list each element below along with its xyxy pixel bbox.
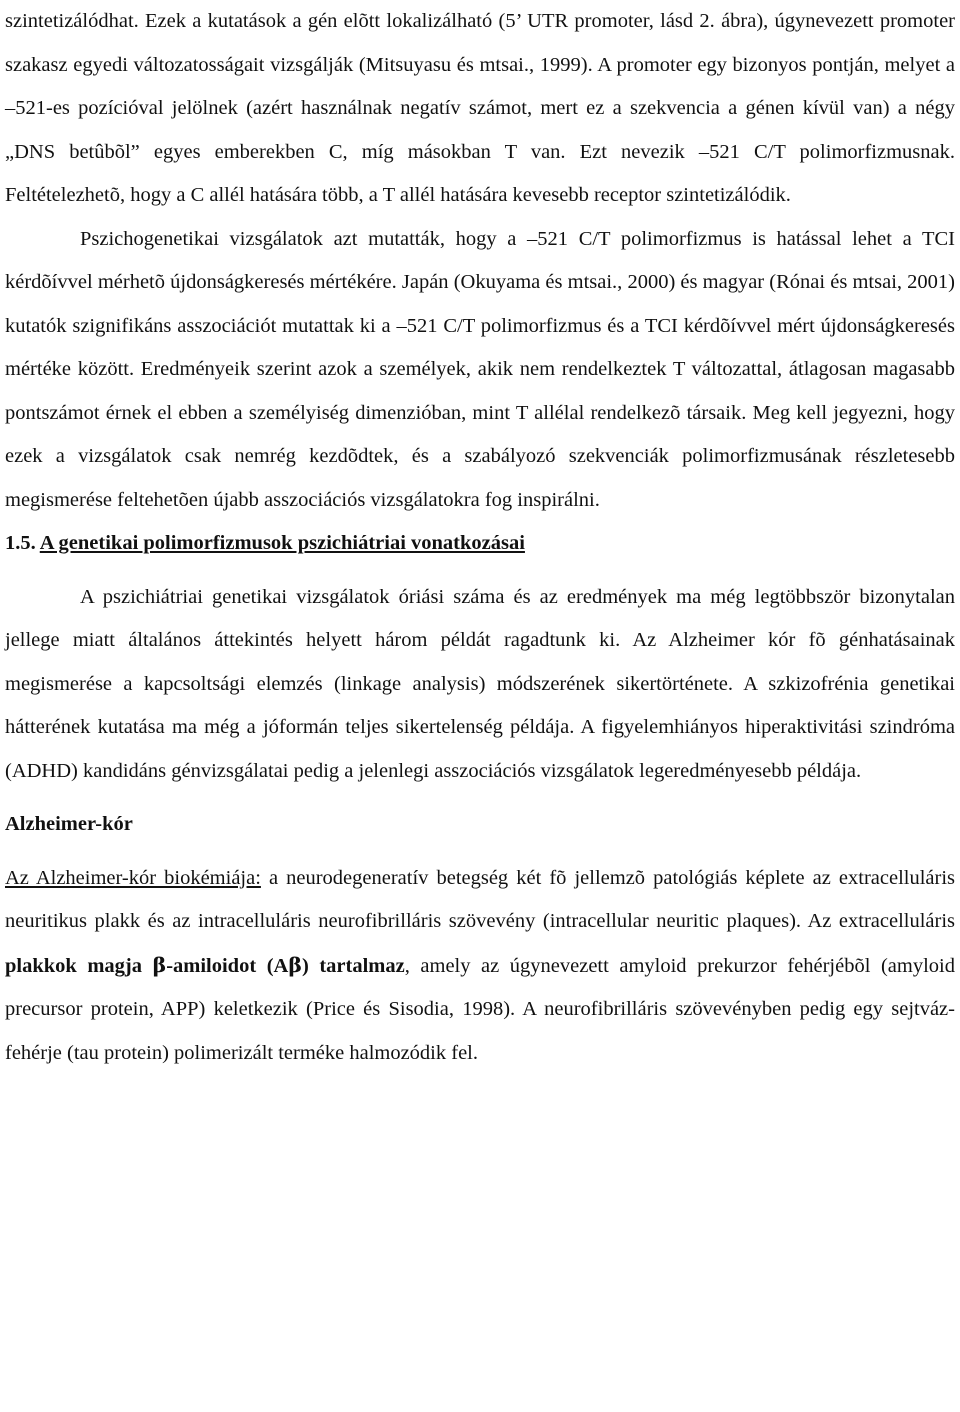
document-page: [5, 0, 955, 1075]
alzheimer-biochemistry-label: Az Alzheimer-kór biokémiája:: [5, 866, 261, 889]
alzheimer-bold-b: -amiloidot (A: [166, 954, 289, 977]
paragraph-psychiatric-genetics-intro: A pszichiátriai genetikai vizsgálatok óriási száma és az eredmények ma még legtöbbször bizonytalan jellege miatt általános áttekintés helyett három példát ragadtunk ki. Az Alzheimer kór fõ génhatásainak megismerése a kapcsoltsági elemzés (linkage analysis) módszerének sikertörténete. A szkizofrénia genetikai hátterének kutatása ma még a jóformán teljes sikertelenség példája. A figyelemhiányos hiperaktivitási szindróma (ADHD) kandidáns génvizsgálatai pedig a jelenlegi asszociációs vizsgálatok legeredményesebb példája.: [5, 585, 955, 782]
beta-symbol-2: β: [288, 952, 302, 977]
section-title: A genetikai polimorfizmusok pszichiátriai vonatkozásai: [39, 532, 525, 554]
subsection-heading-alzheimer: Alzheimer-kór: [5, 813, 133, 835]
alzheimer-text-b: , amely az úgynevezett amyloid prekurzor fehérjébõl (amyloid precursor protein, APP) keletkezik (Price és Sisodia, 1998). A neurofibrilláris szövevényben pedig egy sejtváz-fehérje (tau protein) polimerizált terméke halmozódik fel.: [5, 954, 955, 1064]
paragraph-promoter-polymorphism: szintetizálódhat. Ezek a kutatások a gén elõtt lokalizálható (5’ UTR promoter, lásd 2. ábra), úgynevezett promoter szakasz egyedi változatosságait vizsgálják (Mitsuyasu és mtsai., 1999). A promoter egy bizonyos pontján, melyet a –521-es pozícióval jelölnek (azért használnak negatív számot, mert ez a szekvencia a génen kívül van) a négy „DNS betûbõl” egyes emberekben C, míg másokban T van. Ezt nevezik –521 C/T polimorfizmusnak. Feltételezhetõ, hogy a C allél hatására több, a T allél hatására kevesebb receptor szintetizálódik.: [5, 10, 955, 206]
alzheimer-bold-c: ) tartalmaz: [301, 954, 405, 977]
section-heading: [5, 522, 955, 566]
alzheimer-bold-a: plakkok magja: [5, 954, 153, 977]
alzheimer-text-a: a neurodegeneratív betegség két fõ jellemzõ patológiás képlete az extracelluláris neuritikus plakk és az intracelluláris neurofibrilláris szövevény (intracellular neuritic plaques). Az extracelluláris: [5, 866, 956, 932]
paragraph-alzheimer-biochemistry: [5, 857, 955, 1076]
paragraph-psychogenetic-studies: Pszichogenetikai vizsgálatok azt mutatták, hogy a –521 C/T polimorfizmus is hatással lehet a TCI kérdõívvel mérhetõ újdonságkeresés mértékére. Japán (Okuyama és mtsai., 2000) és magyar (Rónai és mtsai, 2001) kutatók szignifikáns asszociációt mutattak ki a –521 C/T polimorfizmus és a TCI kérdõívvel mért újdonságkeresés mértéke között. Eredményeik szerint azok a személyek, akik nem rendelkeztek T változattal, átlagosan magasabb pontszámot érnek el ebben a személyiség dimenzióban, mint T allélal rendelkezõ társaik. Meg kell jegyezni, hogy ezek a vizsgálatok csak nemrég kezdõdtek, és a szabályozó szekvenciák polimorfizmusának részletesebb megismerése feltehetõen újabb asszociációs vizsgálatokra fog inspirálni.: [5, 227, 955, 511]
section-number: 1.5.: [5, 532, 36, 554]
beta-symbol: β: [152, 952, 167, 977]
